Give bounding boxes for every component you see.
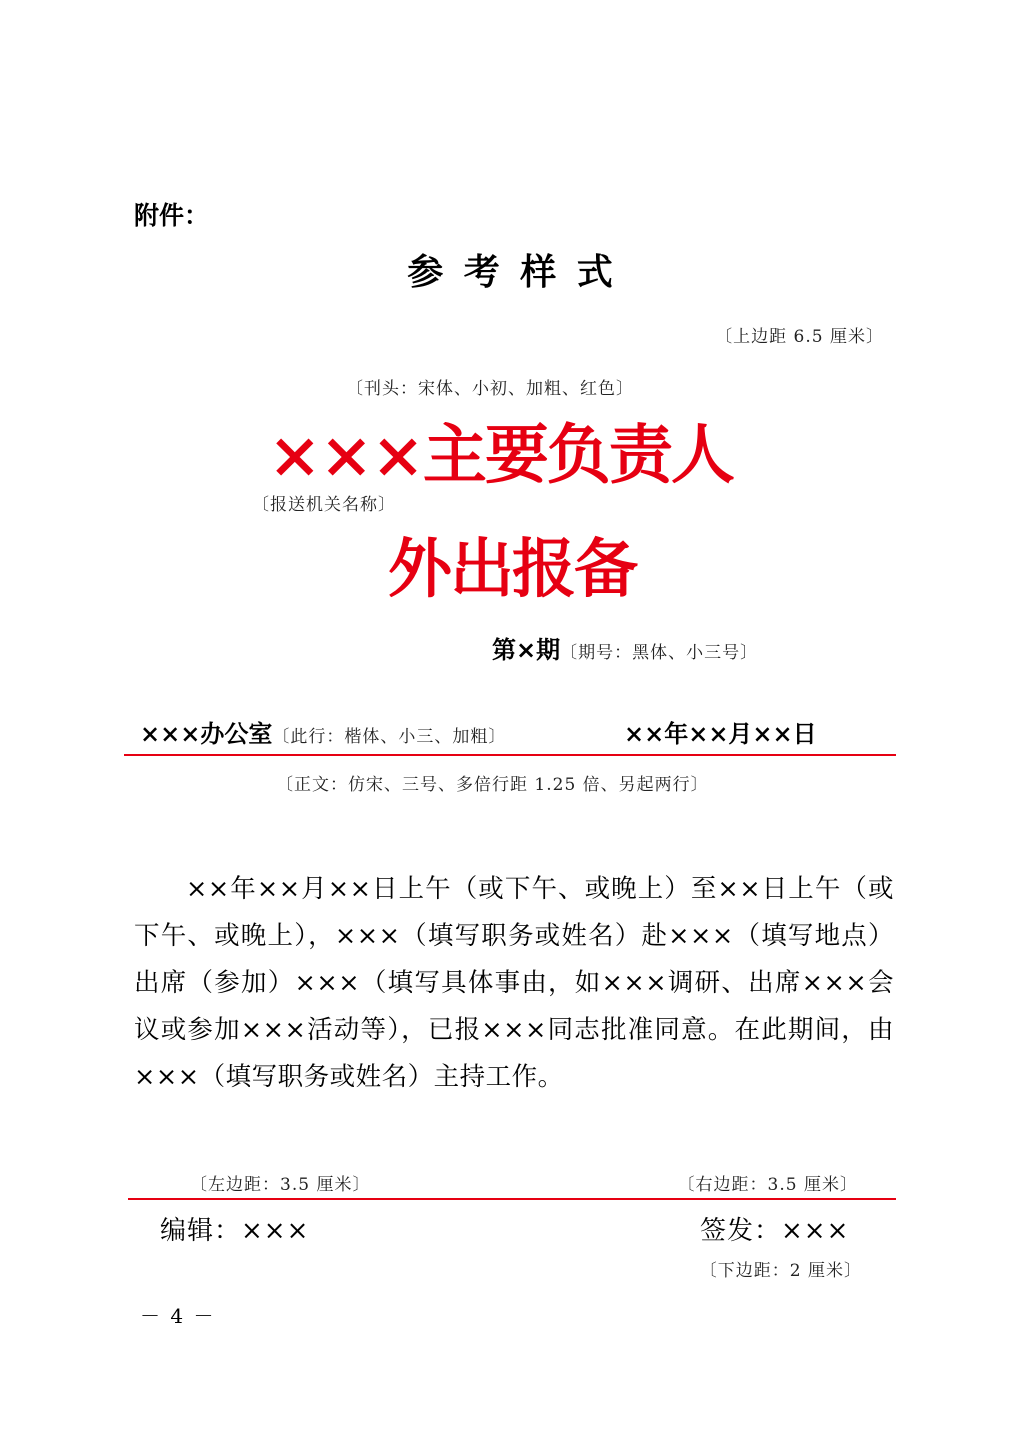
page-title: 参 考 样 式 [407, 251, 617, 293]
masthead-title-line1: ×××主要负责人 [268, 418, 733, 493]
margin-bottom-note: 〔下边距：2 厘米〕 [699, 1261, 862, 1281]
sender-note: 〔报送机关名称〕 [252, 495, 396, 515]
editor-line: 编辑：××× [160, 1216, 310, 1246]
issue-number: 第×期 [492, 636, 561, 664]
footer-divider [128, 1198, 896, 1200]
office-line [140, 714, 506, 749]
office-line-note: 〔此行：楷体、小三、加粗〕 [272, 727, 507, 747]
page-number: － 4 － [140, 1304, 216, 1328]
signer-line: 签发：××× [700, 1216, 850, 1246]
margin-left-note: 〔左边距：3.5 厘米〕 [190, 1175, 371, 1195]
masthead-note: 〔刊头：宋体、小初、加粗、红色〕 [346, 379, 634, 399]
body-format-note: 〔正文：仿宋、三号、多倍行距 1.25 倍、另起两行〕 [276, 775, 709, 795]
issue-line [492, 630, 758, 665]
issue-date: ××年××月××日 [624, 719, 817, 748]
attachment-label: 附件： [134, 201, 210, 230]
issue-note: 〔期号：黑体、小三号〕 [560, 643, 759, 663]
masthead-title-line2: 外出报备 [388, 532, 636, 607]
body-text: ××年××月××日上午（或下午、或晚上）至××日上午（或下午、或晚上），×××（填写职务或姓名）赴×××（填写地点）出席（参加）×××（填写具体事由，如×××调研、出席×××会议或参加×××活动等），已报×××同志批准同意。在此期间，由×××（填写职务或姓名）主持工作。 [134, 874, 894, 1092]
margin-right-note: 〔右边距：3.5 厘米〕 [677, 1175, 858, 1195]
body-paragraph [134, 866, 894, 1101]
header-divider [124, 754, 896, 756]
office-name: ×××办公室 [140, 719, 273, 748]
margin-top-note: 〔上边距 6.5 厘米〕 [715, 327, 884, 347]
